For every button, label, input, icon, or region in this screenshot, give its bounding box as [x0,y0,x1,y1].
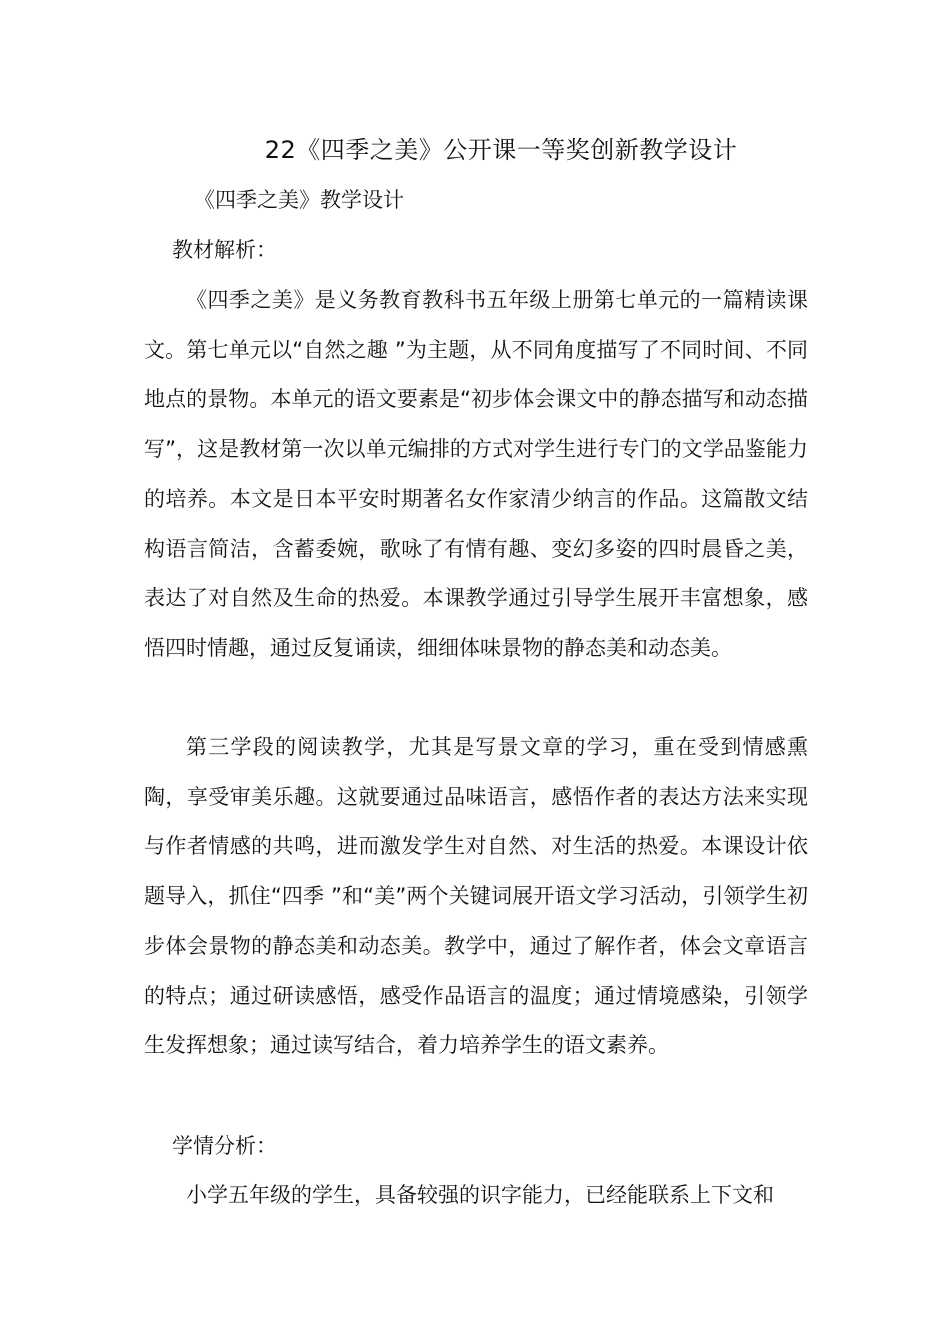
paragraph-textbook-analysis-1: 《四季之美》是义务教育教科书五年级上册第七单元的一篇精读课文。第七单元以“自然之趣 ”为主题，从不同角度描写了不同时间、不同地点的景物。本单元的语文要素是“初步体会课文中的静态描写和动态描写”，这是教材第一次以单元编排的方式对学生进行专门的文学品鉴能力的培养。本文是日本平安时期著名女作家清少纳言的作品。这篇散文结构语言简洁，含蓄委婉，歌咏了有情有趣、变幻多姿的四时晨昏之美，表达了对自然及生命的热爱。本课教学通过引导学生展开丰富想象，感悟四时情趣，通过反复诵读，细细体味景物的静态美和动态美。 [144,288,808,660]
paragraph-textbook-analysis-2: 第三学段的阅读教学，尤其是写景文章的学习，重在受到情感熏陶，享受审美乐趣。这就要通过品味语言，感悟作者的表达方法来实现与作者情感的共鸣，进而激发学生对自然、对生活的热爱。本课设计依题导入，抓住“四季 ”和“美”两个关键词展开语文学习活动，引领学生初步体会景物的静态美和动态美。教学中，通过了解作者，体会文章语言的特点；通过研读感悟，感受作品语言的温度；通过情境感染，引领学生发挥想象；通过读写结合，着力培养学生的语文素养。 [144,735,808,1058]
document-title: 22《四季之美》公开课一等奖创新教学设计 [264,136,738,164]
section-heading-students: 学情分析： [172,1134,277,1158]
section-heading-textbook: 教材解析： [172,238,277,262]
paragraph-student-analysis: 小学五年级的学生，具备较强的识字能力，已经能联系上下文和 [186,1183,774,1207]
document-subtitle: 《四季之美》教学设计 [194,188,404,212]
